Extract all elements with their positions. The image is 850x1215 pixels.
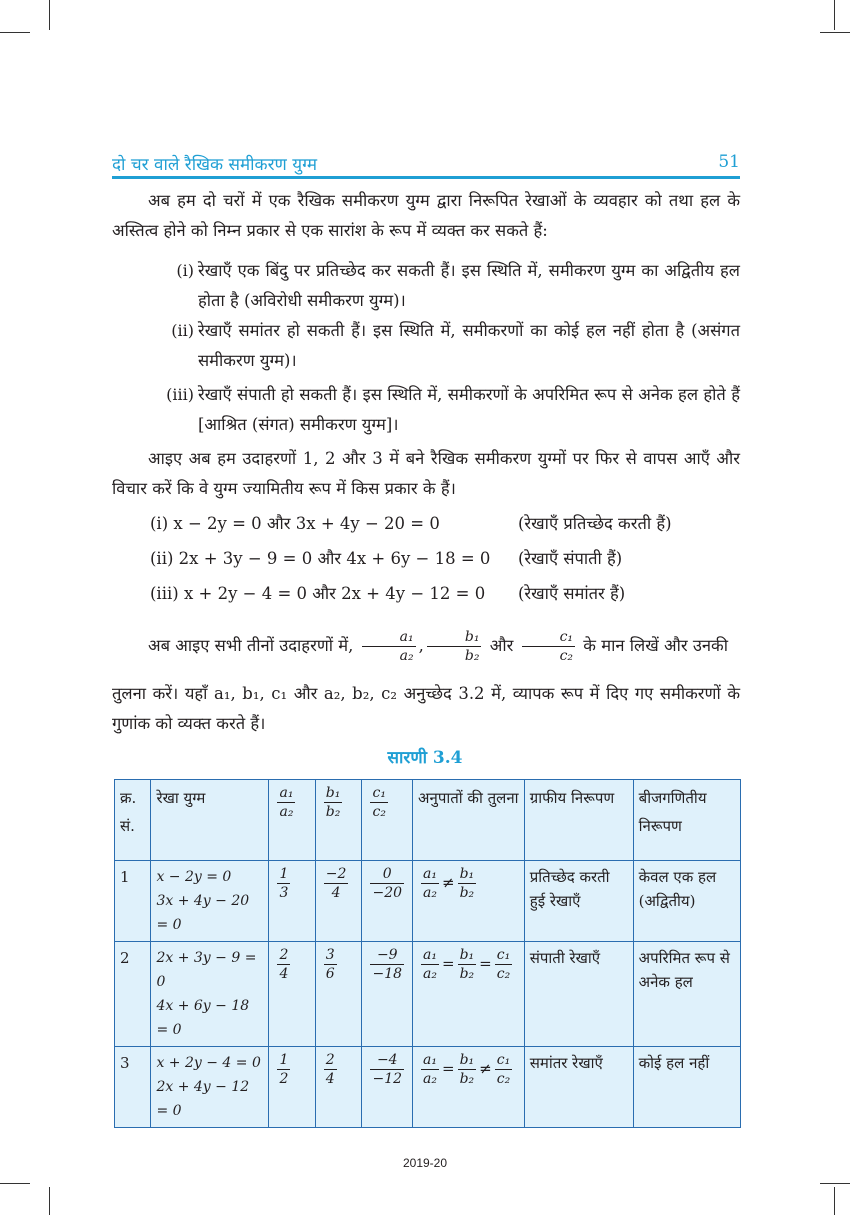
chapter-title: दो चर वाले रैखिक समीकरण युग्म xyxy=(112,155,318,175)
header-ratio-c: $\frac{\text{c₁}}{\text{c₂}}$ xyxy=(362,780,413,861)
case-text: रेखाएँ एक बिंदु पर प्रतिच्छेद कर सकती हैं। इस स्थिति में, समीकरण युग्म का अद्वितीय हल होता है (अविरोधी समीकरण युग्म)। xyxy=(198,261,740,310)
cell-comparison: $\frac{\text{a₁}}{\text{a₂}}$ = $\frac{\text{b₁}}{\text{b₂}}$ = $\frac{\text{c₁}}{\text{c₂}}$ xyxy=(413,942,525,1047)
cell-comparison: $\frac{\text{a₁}}{\text{a₂}}$ = $\frac{\text{b₁}}{\text{b₂}}$ ≠ $\frac{\text{c₁}}{\text{c₂}}$ xyxy=(413,1047,525,1128)
table-row xyxy=(115,861,741,942)
case-text: रेखाएँ संपाती हो सकती हैं। इस स्थिति में, समीकरणों के अपरिमित रूप से अनेक हल होते हैं [आश्रित (संगत) समीकरण युग्म]। xyxy=(198,385,740,434)
summary-table xyxy=(114,779,741,1128)
cell-ratio-c: $\frac{-9}{-18}$ xyxy=(362,942,413,1047)
cell-algebraic: कोई हल नहीं xyxy=(633,1047,740,1128)
example-note: (रेखाएँ प्रतिच्छेद करती हैं) xyxy=(518,514,672,533)
example-note: (रेखाएँ संपाती हैं) xyxy=(518,549,623,568)
header-graphical: ग्राफीय निरूपण xyxy=(524,780,633,861)
examples-paragraph: आइए अब हम उदाहरणों 1, 2 और 3 में बने रैखिक समीकरण युग्मों पर फिर से वापस आएँ और विचार करें कि वे युग्म ज्यामितीय रूप में किस प्रकार के हैं। xyxy=(112,449,740,498)
crop-mark xyxy=(820,1183,850,1184)
cell-pair: x + 2y − 4 = 0 2x + 4y − 12 = 0 xyxy=(151,1047,269,1128)
case-number: (iii) xyxy=(166,385,194,404)
ratio-text: अब आइए सभी तीनों उदाहरणों में, xyxy=(148,636,354,655)
case-item xyxy=(160,256,740,316)
table-header-row xyxy=(115,780,741,861)
crop-mark xyxy=(49,1187,50,1215)
case-number: (ii) xyxy=(171,321,194,340)
case-number: (i) xyxy=(176,261,194,280)
cell-graphical: संपाती रेखाएँ xyxy=(524,942,633,1047)
cell-ratio-a: $\frac{1}{3}$ xyxy=(269,861,315,942)
cell-pair: x − 2y = 0 3x + 4y − 20 = 0 xyxy=(151,861,269,942)
crop-mark xyxy=(834,0,835,30)
example-equation: (ii) 2x + 3y − 9 = 0 और 4x + 6y − 18 = 0 xyxy=(150,549,491,568)
ratio-text: के मान लिखें और उनकी xyxy=(583,636,728,655)
cell-ratio-a: $\frac{1}{2}$ xyxy=(269,1047,315,1128)
cell-ratio-a: $\frac{2}{4}$ xyxy=(269,942,315,1047)
page-number: 51 xyxy=(718,152,740,172)
coefficient-paragraph: तुलना करें। यहाँ a₁, b₁, c₁ और a₂, b₂, c₂ अनुच्छेद 3.2 में, व्यापक रूप में दिए गए समीकरणों के गुणांक को व्यक्त करते हैं। xyxy=(112,684,740,733)
case-text: रेखाएँ समांतर हो सकती हैं। इस स्थिति में, समीकरणों का कोई हल नहीं होता है (असंगत समीकरण युग्म)। xyxy=(198,321,740,370)
crop-mark xyxy=(820,32,850,33)
ratio-fraction: $\frac{\text{b₁}}{\text{b₂}}$ xyxy=(427,628,482,665)
intro-paragraph: अब हम दो चरों में एक रैखिक समीकरण युग्म द्वारा निरूपित रेखाओं के व्यवहार को तथा हल के अस्तित्व होने को निम्न प्रकार से एक सारांश के रूप में व्यक्त कर सकते हैं: xyxy=(112,191,740,240)
table-row xyxy=(115,1047,741,1128)
example-note: (रेखाएँ समांतर हैं) xyxy=(518,584,626,603)
crop-mark xyxy=(0,32,30,33)
header-rule xyxy=(112,176,740,179)
cell-pair: 2x + 3y − 9 = 0 4x + 6y − 18 = 0 xyxy=(151,942,269,1047)
cell-comparison: $\frac{\text{a₁}}{\text{a₂}}$ ≠ $\frac{\text{b₁}}{\text{b₂}}$ xyxy=(413,861,525,942)
footer-year: 2019-20 xyxy=(402,1156,448,1170)
cell-graphical: प्रतिच्छेद करती हुई रेखाएँ xyxy=(524,861,633,942)
ratio-paragraph: अब आइए सभी तीनों उदाहरणों में, $\frac{\text{a₁}}{\text{a₂}}$ , $\frac{\text{b₁}}{\text{b₂}}$ और $\frac{\text{c₁}}{\text{c₂}}$ के मान लिखें और उनकी xyxy=(148,629,728,664)
crop-mark xyxy=(0,1183,30,1184)
example-equation: (iii) x + 2y − 4 = 0 और 2x + 4y − 12 = 0 xyxy=(150,584,486,603)
cell-ratio-b: $\frac{3}{6}$ xyxy=(315,942,362,1047)
cell-ratio-b: $\frac{-2}{4}$ xyxy=(315,861,362,942)
cell-sn: 1 xyxy=(115,861,151,942)
cell-sn: 2 xyxy=(115,942,151,1047)
header-ratio-a: $\frac{\text{a₁}}{\text{a₂}}$ xyxy=(269,780,315,861)
cell-algebraic: अपरिमित रूप से अनेक हल xyxy=(633,942,740,1047)
ratio-fraction: $\frac{\text{c₁}}{\text{c₂}}$ xyxy=(522,628,575,665)
cell-ratio-c: $\frac{0}{-20}$ xyxy=(362,861,413,942)
header-pair: रेखा युग्म xyxy=(151,780,269,861)
header-ratio-b: $\frac{\text{b₁}}{\text{b₂}}$ xyxy=(315,780,362,861)
cell-algebraic: केवल एक हल (अद्वितीय) xyxy=(633,861,740,942)
case-item xyxy=(160,316,740,376)
ratio-fraction: $\frac{\text{a₁}}{\text{a₂}}$ xyxy=(362,628,416,665)
cell-ratio-c: $\frac{-4}{-12}$ xyxy=(362,1047,413,1128)
table-title: सारणी 3.4 xyxy=(387,748,463,768)
cell-ratio-b: $\frac{2}{4}$ xyxy=(315,1047,362,1128)
cell-sn: 3 xyxy=(115,1047,151,1128)
header-sn: क्र. सं. xyxy=(115,780,151,861)
table-row xyxy=(115,942,741,1047)
crop-mark xyxy=(834,1187,835,1215)
case-item xyxy=(160,380,740,440)
ratio-text: और xyxy=(489,636,514,655)
header-comparison: अनुपातों की तुलना xyxy=(413,780,525,861)
cell-graphical: समांतर रेखाएँ xyxy=(524,1047,633,1128)
example-equation: (i) x − 2y = 0 और 3x + 4y − 20 = 0 xyxy=(150,514,440,533)
crop-mark xyxy=(49,0,50,30)
header-algebraic: बीजगणितीय निरूपण xyxy=(633,780,740,861)
